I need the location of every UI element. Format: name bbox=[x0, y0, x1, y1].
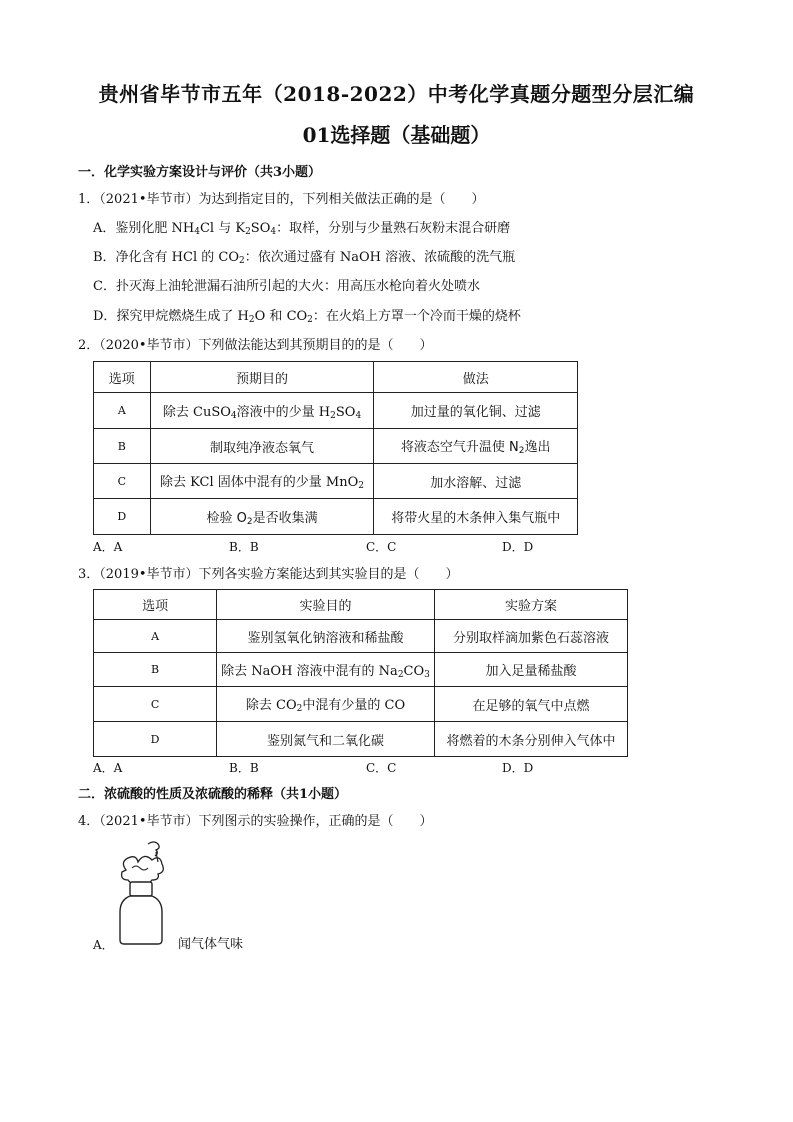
q3-row-c bbox=[94, 687, 628, 722]
q2-row-b-method: 将液态空气升温使 $N_2$逸出 bbox=[374, 429, 578, 464]
q1-option-c: C．扑灭海上油轮泄漏石油所引起的大火：用高压水枪向着火处喷水 bbox=[93, 279, 480, 294]
document-subtitle: 01选择题（基础题） bbox=[302, 123, 491, 147]
q2-choice-b: B．B bbox=[229, 540, 259, 554]
q3-table-header bbox=[94, 590, 628, 620]
q2-row-a-option: A bbox=[94, 393, 151, 429]
gas-bottle-figure bbox=[108, 838, 178, 946]
q2-row-c-method: 加水溶解、过滤 bbox=[374, 464, 578, 499]
section-heading-2: 二．浓硫酸的性质及浓硫酸的稀释（共1小题） bbox=[78, 787, 348, 802]
q4-option-a-label: A． bbox=[93, 938, 114, 952]
q2-choice-c: C．C bbox=[366, 540, 397, 554]
q1-option-b: B．净化含有 HCl 的 $CO_2$：依次通过盛有 NaOH 溶液、浓硫酸的洗气瓶 bbox=[93, 250, 516, 266]
q3-row-b-goal: 除去 NaOH 溶液中混有的 $Na_2CO_3$ bbox=[217, 653, 435, 687]
q3-row-d-goal: 鉴别氮气和二氧化碳 bbox=[217, 722, 435, 757]
q2-row-c-goal: 除去 KCl 固体中混有的少量 MnO$_2$ bbox=[150, 464, 374, 499]
q3-row-d-method: 将燃着的木条分别伸入气体中 bbox=[434, 722, 627, 757]
q3-header-goal: 实验目的 bbox=[217, 590, 435, 620]
q3-header-option: 选项 bbox=[94, 590, 217, 620]
q3-row-b bbox=[94, 653, 628, 687]
q2-row-c-option: C bbox=[94, 464, 151, 499]
q1-option-a: A．鉴别化肥 $NH_4Cl$ 与 $K_2SO_4$：取样，分别与少量熟石灰粉末混合研磨 bbox=[93, 221, 511, 237]
q3-row-a bbox=[94, 620, 628, 653]
q2-table-header bbox=[94, 362, 578, 393]
q3-choice-d: D．D bbox=[502, 761, 534, 775]
q3-row-a-goal: 鉴别氢氧化钠溶液和稀盐酸 bbox=[217, 620, 435, 653]
q3-row-c-option: C bbox=[94, 687, 217, 722]
q2-row-b-goal: 制取纯净液态氧气 bbox=[150, 429, 374, 464]
q3-stem: 3．（2019•毕节市）下列各实验方案能达到其实验目的是（ ） bbox=[78, 567, 459, 582]
section-heading-1: 一．化学实验方案设计与评价（共3小题） bbox=[78, 165, 322, 180]
q3-row-c-method: 在足够的氧气中点燃 bbox=[434, 687, 627, 722]
q3-row-b-method: 加入足量稀盐酸 bbox=[434, 653, 627, 687]
bottle-body bbox=[120, 896, 162, 944]
q3-row-d-option: D bbox=[94, 722, 217, 757]
q2-row-a-goal: 除去 CuSO$_4$溶液中的少量 $H_2SO_4$ bbox=[150, 393, 374, 429]
q3-row-d bbox=[94, 722, 628, 757]
gas-swirl-inner bbox=[132, 866, 148, 870]
q2-row-d-goal: 检验 $O_2$是否收集满 bbox=[150, 499, 374, 535]
q2-row-a bbox=[94, 393, 578, 429]
q2-header-option: 选项 bbox=[94, 362, 151, 393]
q2-row-c bbox=[94, 464, 578, 499]
q3-row-a-method: 分别取样滴加紫色石蕊溶液 bbox=[434, 620, 627, 653]
q4-stem: 4．（2021•毕节市）下列图示的实验操作，正确的是（ ） bbox=[78, 814, 433, 829]
q2-row-a-method: 加过量的氧化铜、过滤 bbox=[374, 393, 578, 429]
q2-header-goal: 预期目的 bbox=[150, 362, 374, 393]
q2-stem: 2．（2020•毕节市）下列做法能达到其预期目的的是（ ） bbox=[78, 338, 433, 353]
q2-choice-d: D．D bbox=[502, 540, 534, 554]
document-title: 贵州省毕节市五年（2018-2022）中考化学真题分题型分层汇编 bbox=[98, 82, 695, 106]
q3-choice-b: B．B bbox=[229, 761, 259, 775]
q2-row-d bbox=[94, 499, 578, 535]
q2-choice-a: A．A bbox=[93, 540, 123, 554]
q3-row-b-option: B bbox=[94, 653, 217, 687]
q3-table bbox=[93, 589, 628, 757]
q2-row-b-option: B bbox=[94, 429, 151, 464]
q1-option-d: D．探究甲烷燃烧生成了 $H_2O$ 和 $CO_2$：在火焰上方罩一个冷而干燥的烧杯 bbox=[93, 309, 521, 325]
q3-row-a-option: A bbox=[94, 620, 217, 653]
hand-sketch bbox=[148, 842, 159, 856]
q2-row-d-method: 将带火星的木条伸入集气瓶中 bbox=[374, 499, 578, 535]
q3-choice-c: C．C bbox=[366, 761, 397, 775]
q2-row-b bbox=[94, 429, 578, 464]
q2-table bbox=[93, 361, 578, 535]
q2-row-d-option: D bbox=[94, 499, 151, 535]
q3-header-method: 实验方案 bbox=[434, 590, 627, 620]
q4-option-a-text: 闻气体气味 bbox=[178, 937, 244, 952]
q2-header-method: 做法 bbox=[374, 362, 578, 393]
q3-choice-a: A．A bbox=[93, 761, 123, 775]
q1-stem: 1．（2021•毕节市）为达到指定目的，下列相关做法正确的是（ ） bbox=[78, 192, 485, 207]
q3-row-c-goal: 除去 $CO_2$中混有少量的 CO bbox=[217, 687, 435, 722]
bottle-neck bbox=[130, 882, 152, 896]
